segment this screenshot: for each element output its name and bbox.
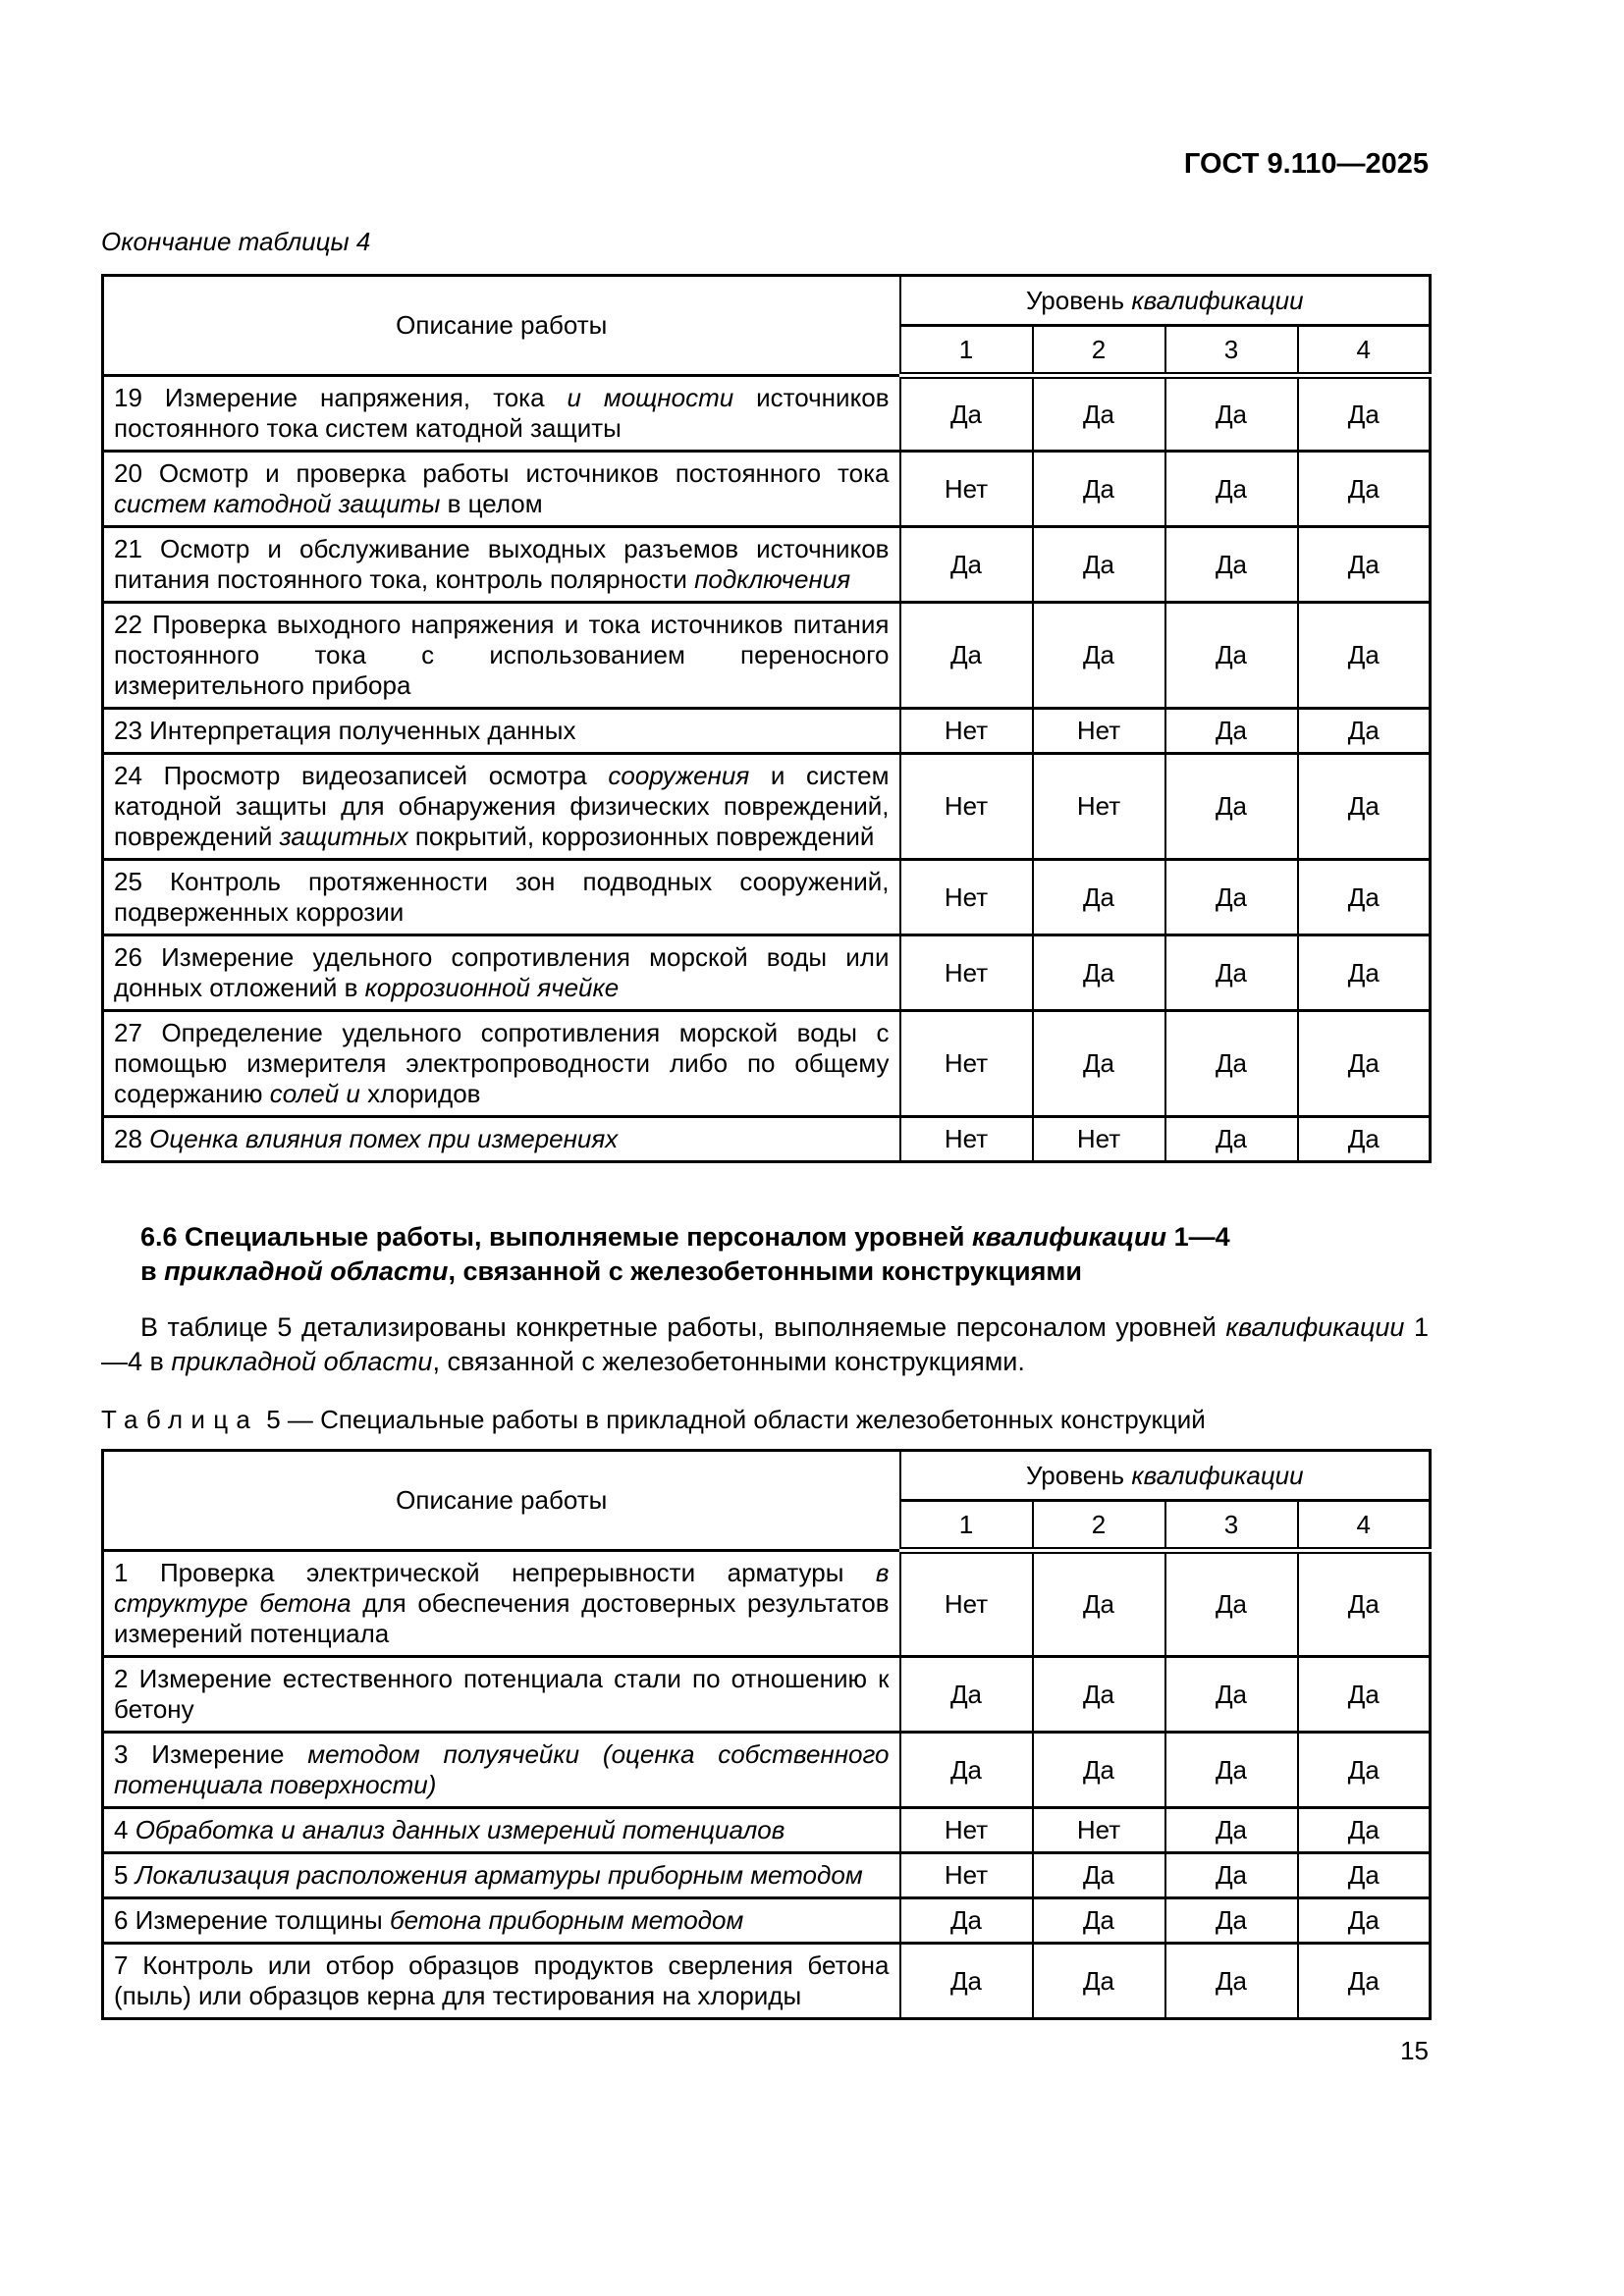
level-value-cell: Да	[1298, 527, 1431, 603]
level-value-cell: Да	[1298, 1117, 1431, 1162]
table4-description-column-header: Описание работы	[103, 276, 900, 376]
level-value-cell: Да	[1033, 860, 1165, 935]
level-value-cell: Да	[900, 1944, 1033, 2019]
work-description-cell: 4 Обработка и анализ данных измерений потенциалов	[103, 1808, 900, 1853]
level-value-cell: Да	[1165, 527, 1298, 603]
table-row	[103, 376, 1431, 452]
work-description-cell: 22 Проверка выходного напряжения и тока источников питания постоянного тока с использованием переносного измерительного прибора	[103, 603, 900, 709]
level-number-header: 3	[1165, 1501, 1298, 1551]
table-row	[103, 1733, 1431, 1808]
level-value-cell: Да	[900, 1733, 1033, 1808]
level-value-cell: Да	[1298, 603, 1431, 709]
table-row	[103, 1944, 1431, 2019]
level-number-header: 3	[1165, 326, 1298, 376]
table-row	[103, 1011, 1431, 1117]
table-row	[103, 860, 1431, 935]
level-value-cell: Да	[1165, 754, 1298, 860]
level-value-cell: Да	[1298, 1657, 1431, 1733]
level-value-cell: Да	[1165, 1898, 1298, 1944]
work-description-cell: 1 Проверка электрической непрерывности арматуры в структуре бетона для обеспечения достоверных результатов измерений потенциала	[103, 1551, 900, 1657]
level-value-cell: Да	[1165, 935, 1298, 1011]
table-row	[103, 603, 1431, 709]
level-value-cell: Да	[1298, 452, 1431, 527]
level-value-cell: Нет	[1033, 709, 1165, 754]
level-value-cell: Да	[1033, 1944, 1165, 2019]
level-value-cell: Да	[900, 1898, 1033, 1944]
level-number-header: 2	[1033, 326, 1165, 376]
level-value-cell: Да	[900, 527, 1033, 603]
level-value-cell: Да	[1033, 1853, 1165, 1898]
level-value-cell: Нет	[900, 1117, 1033, 1162]
table4-continuation-caption: Окончание таблицы 4	[101, 227, 371, 256]
level-value-cell: Да	[1165, 1551, 1298, 1657]
table-row	[103, 709, 1431, 754]
level-value-cell: Да	[1298, 1733, 1431, 1808]
level-value-cell: Да	[1165, 860, 1298, 935]
level-value-cell: Да	[1033, 1011, 1165, 1117]
work-description-cell: 27 Определение удельного сопротивления морской воды с помощью измерителя электропроводности либо по общему содержанию солей и хлоридов	[103, 1011, 900, 1117]
section-6-6-heading	[140, 1220, 1429, 1289]
work-description-cell: 3 Измерение методом полуячейки (оценка собственного потенциала поверхности)	[103, 1733, 900, 1808]
level-value-cell: Да	[900, 603, 1033, 709]
level-value-cell: Да	[1033, 1733, 1165, 1808]
work-description-cell: 25 Контроль протяженности зон подводных сооружений, подверженных коррозии	[103, 860, 900, 935]
work-description-cell: 7 Контроль или отбор образцов продуктов сверления бетона (пыль) или образцов керна для тестирования на хлориды	[103, 1944, 900, 2019]
level-value-cell: Да	[1033, 1551, 1165, 1657]
level-number-header: 4	[1298, 1501, 1431, 1551]
table5-caption-text: 5 — Специальные работы в прикладной области железобетонных конструкций	[266, 1405, 1206, 1434]
table-row	[103, 1808, 1431, 1853]
level-value-cell: Нет	[1033, 1808, 1165, 1853]
work-description-cell: 21 Осмотр и обслуживание выходных разъемов источников питания постоянного тока, контроль полярности подключения	[103, 527, 900, 603]
table-row	[103, 1898, 1431, 1944]
level-number-header: 2	[1033, 1501, 1165, 1551]
level-value-cell: Нет	[900, 1551, 1033, 1657]
work-description-cell: 19 Измерение напряжения, тока и мощности источников постоянного тока систем катодной защиты	[103, 376, 900, 452]
level-value-cell: Нет	[900, 1853, 1033, 1898]
level-value-cell: Да	[1033, 1898, 1165, 1944]
section-heading-line-1: 6.6 Специальные работы, выполняемые персоналом уровней квалификации 1—4	[140, 1222, 1230, 1252]
level-value-cell: Да	[1165, 1117, 1298, 1162]
level-value-cell: Да	[1033, 603, 1165, 709]
level-value-cell: Да	[1033, 452, 1165, 527]
table-row	[103, 935, 1431, 1011]
work-description-cell: 26 Измерение удельного сопротивления морской воды или донных отложений в коррозионной ячейке	[103, 935, 900, 1011]
level-value-cell: Да	[1033, 527, 1165, 603]
table4-body	[103, 376, 1431, 1162]
table5-level-column-header: Уровень квалификации	[900, 1451, 1431, 1501]
level-value-cell: Да	[1165, 709, 1298, 754]
level-value-cell: Нет	[900, 709, 1033, 754]
work-description-cell: 24 Просмотр видеозаписей осмотра сооружения и систем катодной защиты для обнаружения физических повреждений, повреждений защитных покрытий, коррозионных повреждений	[103, 754, 900, 860]
level-number-header: 4	[1298, 326, 1431, 376]
work-description-cell: 2 Измерение естественного потенциала стали по отношению к бетону	[103, 1657, 900, 1733]
level-value-cell: Нет	[1033, 754, 1165, 860]
work-description-cell: 6 Измерение толщины бетона приборным методом	[103, 1898, 900, 1944]
level-number-header: 1	[900, 1501, 1033, 1551]
table-row	[103, 1551, 1431, 1657]
table-row	[103, 527, 1431, 603]
table-row	[103, 452, 1431, 527]
level-value-cell: Да	[1165, 1011, 1298, 1117]
level-value-cell: Да	[1298, 754, 1431, 860]
work-description-cell: 28 Оценка влияния помех при измерениях	[103, 1117, 900, 1162]
level-value-cell: Да	[900, 1657, 1033, 1733]
level-value-cell: Да	[1298, 1853, 1431, 1898]
table4-header-row	[103, 276, 1431, 326]
table5-caption	[101, 1405, 1429, 1435]
level-value-cell: Нет	[900, 935, 1033, 1011]
level-value-cell: Да	[1298, 1944, 1431, 2019]
table-row	[103, 1117, 1431, 1162]
level-value-cell: Да	[1033, 376, 1165, 452]
level-value-cell: Да	[1165, 1733, 1298, 1808]
level-value-cell: Да	[1298, 1011, 1431, 1117]
table5-description-column-header: Описание работы	[103, 1451, 900, 1551]
level-value-cell: Да	[1298, 1898, 1431, 1944]
level-value-cell: Да	[900, 376, 1033, 452]
table5-caption-word: Таблица	[101, 1405, 259, 1434]
level-value-cell: Да	[1165, 1808, 1298, 1853]
level-value-cell: Нет	[900, 452, 1033, 527]
level-value-cell: Да	[1165, 1657, 1298, 1733]
level-value-cell: Да	[1298, 935, 1431, 1011]
table5-header-row	[103, 1451, 1431, 1501]
level-value-cell: Нет	[900, 1011, 1033, 1117]
level-value-cell: Да	[1298, 709, 1431, 754]
table-4	[101, 274, 1432, 1163]
section-heading-line-2: в прикладной области, связанной с железобетонными конструкциями	[140, 1256, 1082, 1286]
table-row	[103, 754, 1431, 860]
level-value-cell: Нет	[900, 754, 1033, 860]
table5-body	[103, 1551, 1431, 2019]
work-description-cell: 5 Локализация расположения арматуры приборным методом	[103, 1853, 900, 1898]
work-description-cell: 20 Осмотр и проверка работы источников постоянного тока систем катодной защиты в целом	[103, 452, 900, 527]
level-value-cell: Да	[1165, 1944, 1298, 2019]
section-paragraph: В таблице 5 детализированы конкретные работы, выполняемые персоналом уровней квалификации 1—4 в прикладной области, связанной с железобетонными конструкциями.	[101, 1312, 1429, 1376]
level-value-cell: Да	[1033, 935, 1165, 1011]
level-value-cell: Да	[1298, 376, 1431, 452]
level-value-cell: Нет	[1033, 1117, 1165, 1162]
table-row	[103, 1657, 1431, 1733]
level-value-cell: Да	[1165, 452, 1298, 527]
work-description-cell: 23 Интерпретация полученных данных	[103, 709, 900, 754]
table-row	[103, 1853, 1431, 1898]
level-value-cell: Да	[1033, 1657, 1165, 1733]
level-value-cell: Да	[1165, 1853, 1298, 1898]
page-number: 15	[1400, 2036, 1429, 2065]
level-value-cell: Да	[1298, 1551, 1431, 1657]
table-5	[101, 1449, 1432, 2020]
level-value-cell: Да	[1298, 1808, 1431, 1853]
level-value-cell: Нет	[900, 860, 1033, 935]
level-value-cell: Да	[1165, 376, 1298, 452]
level-value-cell: Да	[1165, 603, 1298, 709]
level-value-cell: Да	[1298, 860, 1431, 935]
table4-level-column-header: Уровень квалификации	[900, 276, 1431, 326]
level-number-header: 1	[900, 326, 1033, 376]
standard-reference: ГОСТ 9.110—2025	[1183, 148, 1429, 180]
level-value-cell: Нет	[900, 1808, 1033, 1853]
